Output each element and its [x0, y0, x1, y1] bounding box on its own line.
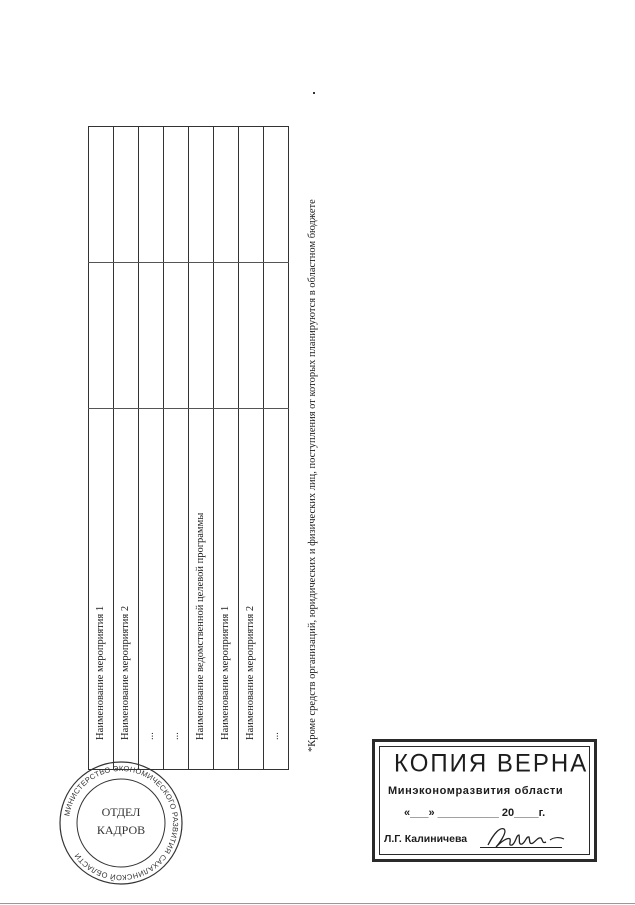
- seal-ring-text: МИНИСТЕРСТВО ЭКОНОМИЧЕСКОГО РАЗВИТИЯ САХАЛИНСКОЙ ОБЛАСТИ: [62, 763, 181, 883]
- table-row-label: ...: [145, 732, 156, 740]
- copy-certified-stamp: [372, 739, 597, 862]
- stamp-inner-border: [379, 746, 590, 855]
- row-divider: [188, 126, 189, 770]
- seal-center-line: ОТДЕЛ: [101, 805, 141, 819]
- stamp-title: КОПИЯ ВЕРНА: [394, 749, 589, 778]
- footnote: *Кроме средств организаций, юридических и физических лиц, поступления от которых планируются в областном бюджете: [307, 199, 318, 752]
- row-divider: [163, 126, 164, 770]
- row-divider: [213, 126, 214, 770]
- row-divider: [263, 126, 264, 770]
- scan-edge: [0, 903, 635, 904]
- table-row-label: Наименование мероприятия 1: [220, 605, 231, 740]
- table-row-label: Наименование мероприятия 2: [120, 605, 131, 740]
- table-row-label: Наименование мероприятия 2: [245, 605, 256, 740]
- column-divider: [88, 408, 289, 409]
- row-divider: [238, 126, 239, 770]
- column-divider: [88, 262, 289, 263]
- table-row-label: Наименование ведомственной целевой программы: [195, 512, 206, 740]
- seal-center-line: КАДРОВ: [96, 823, 146, 837]
- row-divider: [138, 126, 139, 770]
- table-row-label: ...: [170, 732, 181, 740]
- stamp-signatory: Л.Г. Калиничева: [384, 833, 468, 845]
- stamp-ministry: Минэкономразвития области: [388, 785, 564, 797]
- handwritten-signature: [486, 823, 566, 851]
- scan-speck: [313, 92, 315, 94]
- round-seal: [56, 760, 186, 886]
- stamp-date-line: «___» __________ 20____г.: [404, 807, 546, 819]
- table-row-label: Наименование мероприятия 1: [95, 605, 106, 740]
- row-divider: [113, 126, 114, 770]
- table-row-label: ...: [270, 732, 281, 740]
